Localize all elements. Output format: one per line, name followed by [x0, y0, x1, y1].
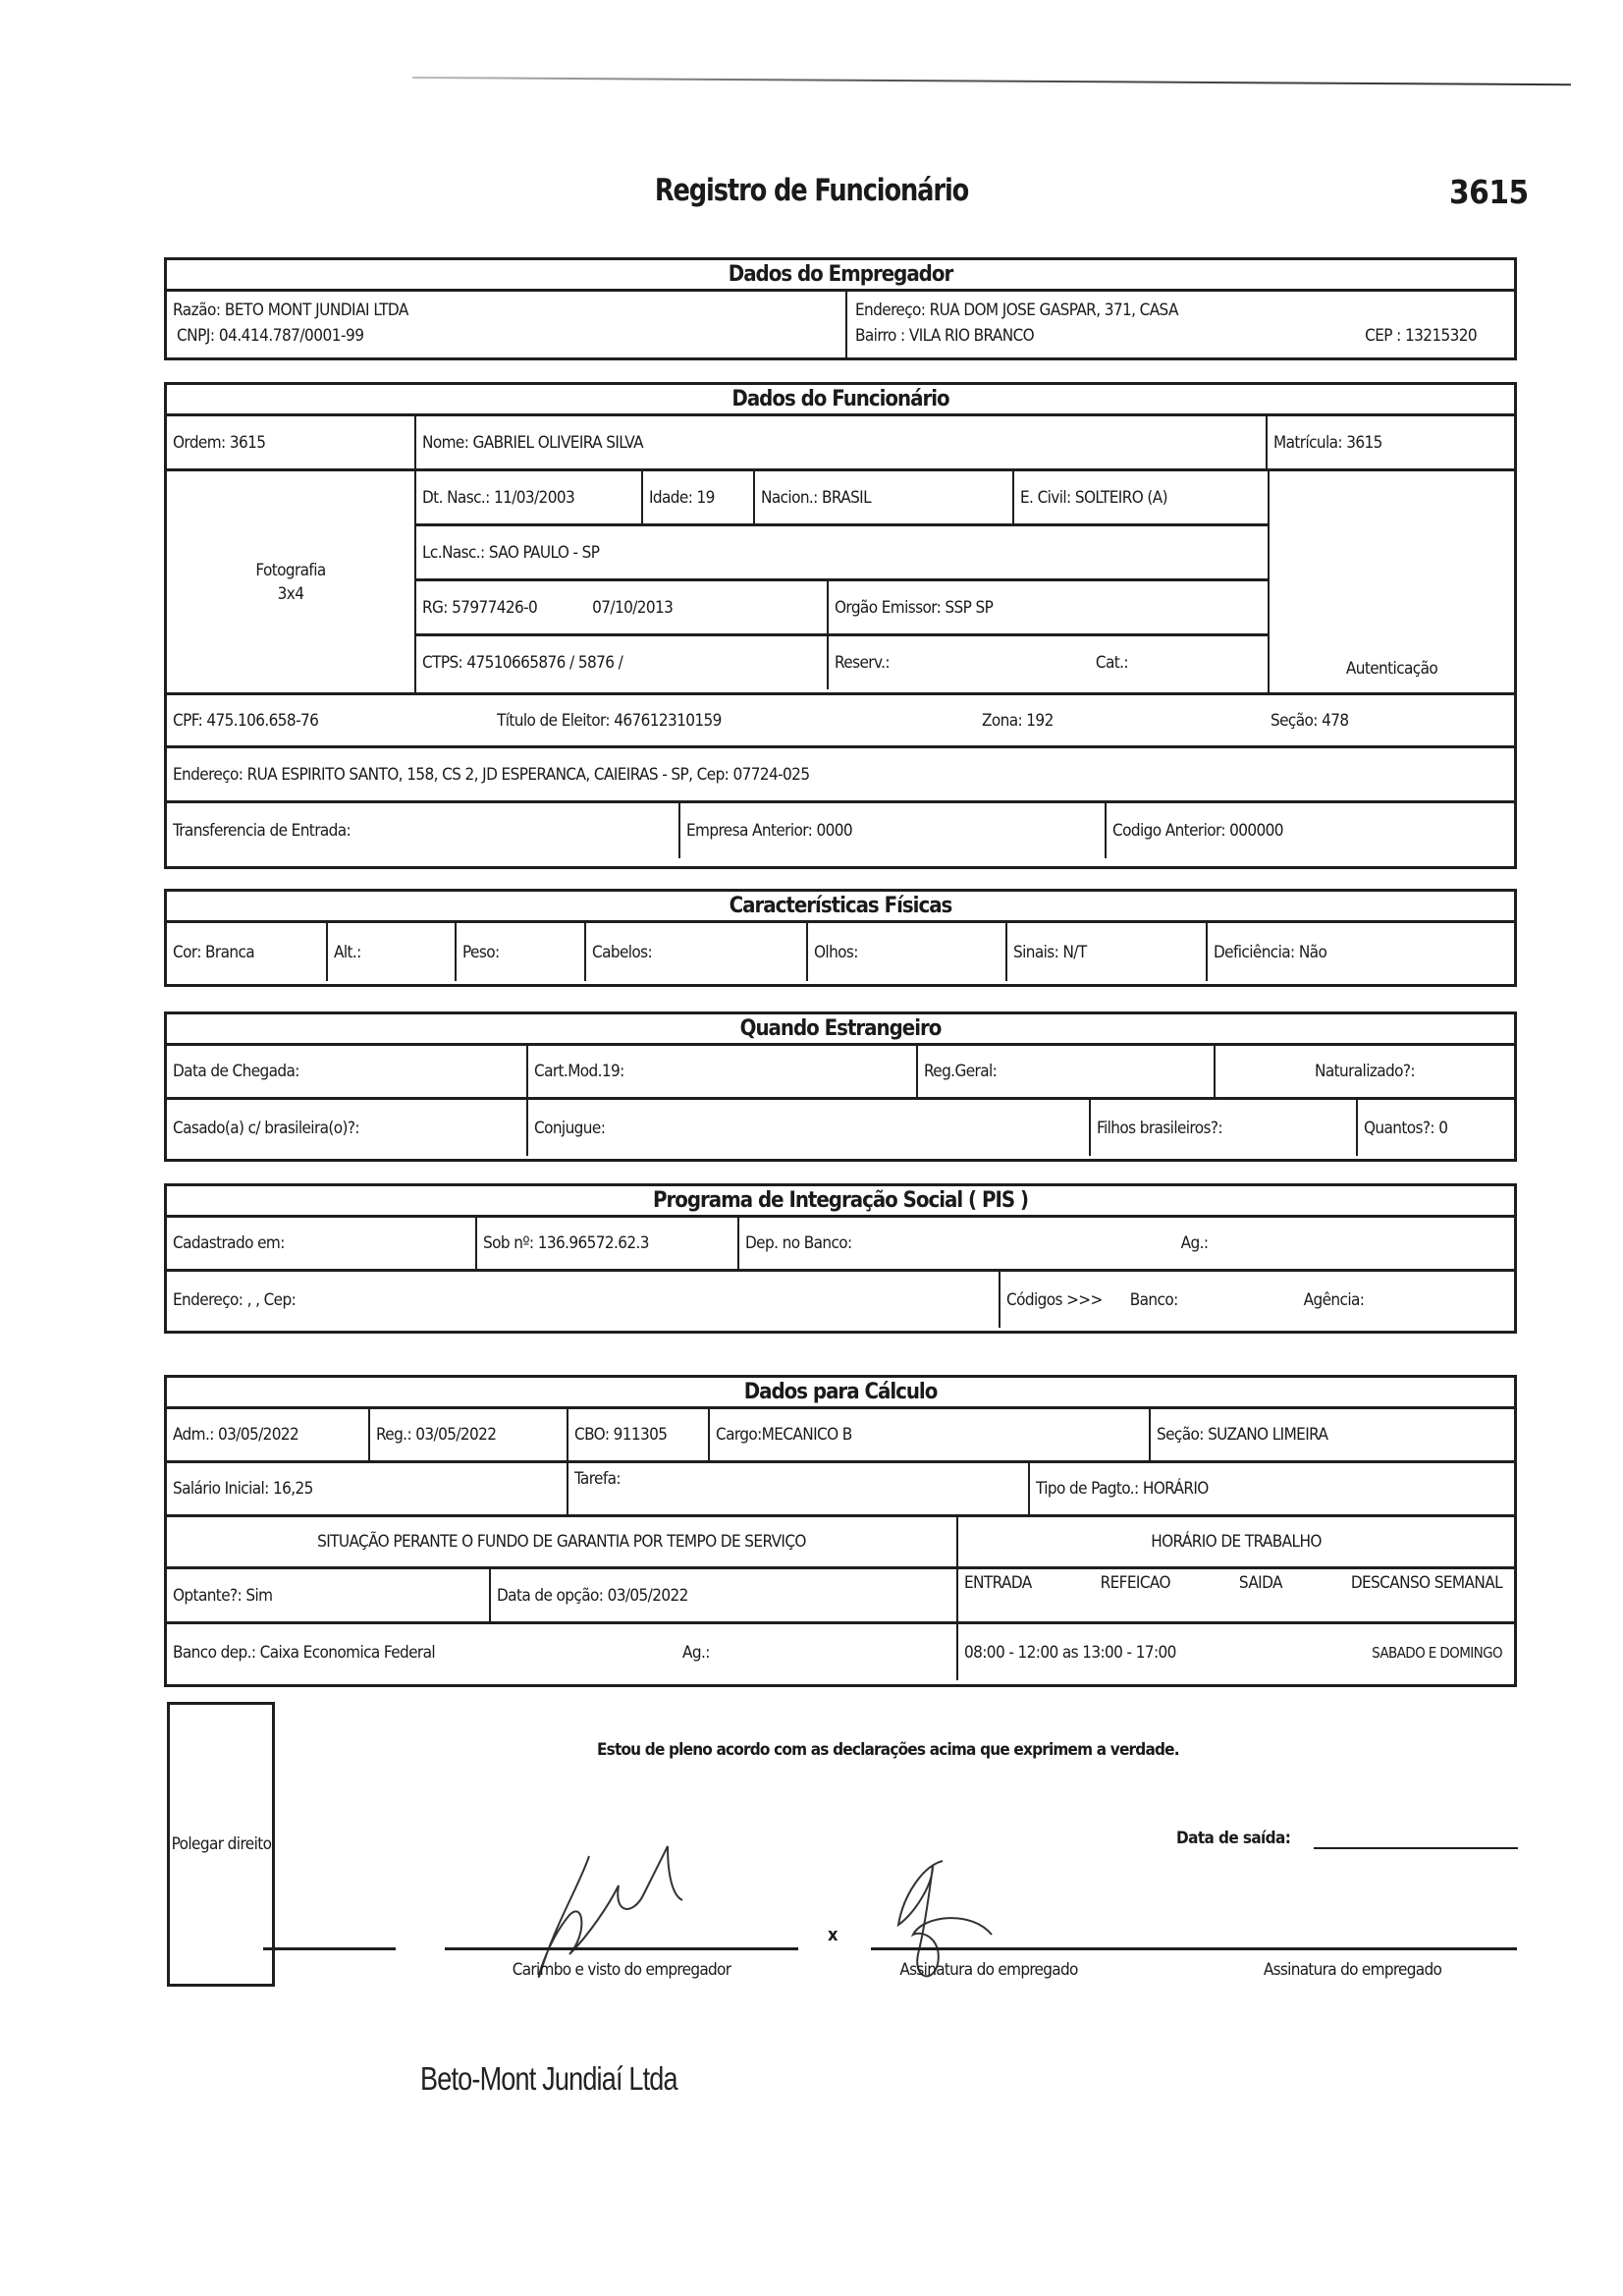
field-rg: RG: 57977426-0 [422, 597, 538, 618]
employer-cep: CEP : 13215320 [1365, 326, 1477, 346]
field-local-nascimento: Lc.Nasc.: SAO PAULO - SP [422, 542, 600, 563]
field-reg-geral: Reg.Geral: [918, 1046, 1216, 1097]
field-cabelos: Cabelos: [586, 923, 808, 981]
thumbprint-label: Polegar direito [171, 1834, 272, 1854]
field-casado: Casado(a) c/ brasileira(o)?: [167, 1100, 528, 1156]
header-descanso: DESCANSO SEMANAL [1350, 1573, 1502, 1593]
field-cart-mod: Cart.Mod.19: [528, 1046, 918, 1097]
field-cbo: CBO: 911305 [568, 1409, 710, 1460]
field-nacionalidade: Nacion.: BRASIL [755, 471, 1014, 523]
horario-headers [958, 1569, 1514, 1621]
fgts-title: SITUAÇÃO PERANTE O FUNDO DE GARANTIA POR TEMPO DE SERVIÇO [167, 1517, 958, 1566]
pis-section [164, 1183, 1517, 1334]
field-olhos: Olhos: [808, 923, 1007, 981]
employer-approval-line [445, 1947, 798, 1950]
field-dt-nasc: Dt. Nasc.: 11/03/2003 [416, 471, 643, 523]
field-data-opcao: Data de opção: 03/05/2022 [491, 1569, 958, 1621]
field-tarefa: Tarefa: [568, 1463, 1030, 1514]
field-conjugue: Conjugue: [528, 1100, 1091, 1156]
field-titulo-eleitor: Título de Eleitor: 467612310159 [497, 710, 722, 731]
declaration-text: Estou de pleno acordo com as declarações acima que exprimem a verdade. [597, 1740, 1179, 1760]
x-mark: x [828, 1925, 839, 1945]
field-orgao-emissor: Orgão Emissor: SSP SP [835, 597, 994, 618]
field-filhos: Filhos brasileiros?: [1091, 1100, 1358, 1156]
employee-signature-line-2 [1188, 1947, 1517, 1950]
field-descanso: SABADO E DOMINGO [1372, 1643, 1502, 1662]
record-number: 3615 [1449, 173, 1529, 211]
field-matricula: Matrícula: 3615 [1273, 432, 1382, 453]
field-empresa-anterior: Empresa Anterior: 0000 [680, 803, 1107, 858]
field-reserv: Reserv.: [835, 653, 890, 673]
field-tipo-pagto: Tipo de Pagto.: HORÁRIO [1036, 1479, 1209, 1499]
field-cpf: CPF: 475.106.658-76 [173, 710, 319, 731]
exit-date-line [1314, 1847, 1518, 1849]
page-title: Registro de Funcionário [654, 173, 969, 208]
exit-date-label: Data de saída: [1176, 1829, 1291, 1848]
field-codigo-anterior: Codigo Anterior: 000000 [1112, 821, 1283, 841]
field-nome: Nome: GABRIEL OLIVEIRA SILVA [416, 416, 1268, 468]
field-pis-agencia: Agência: [1303, 1289, 1365, 1310]
scan-artifact-line [412, 77, 1571, 85]
employer-razao: Razão: BETO MONT JUNDIAI LTDA [173, 301, 408, 320]
thumbprint-label-box [167, 1702, 276, 1987]
field-ctps: CTPS: 47510665876 / 5876 / [416, 636, 829, 689]
field-altura: Alt.: [328, 923, 457, 981]
field-codigos: Códigos >>> [1006, 1289, 1103, 1310]
field-cadastrado: Cadastrado em: [167, 1218, 477, 1269]
field-calc-ag: Ag.: [682, 1642, 710, 1663]
field-naturalizado: Naturalizado?: [1315, 1062, 1415, 1081]
employer-cnpj: CNPJ: 04.414.787/0001-99 [177, 326, 364, 346]
field-banco-dep: Banco dep.: Caixa Economica Federal [173, 1642, 436, 1663]
employer-section [164, 257, 1517, 360]
section-title-foreigner: Quando Estrangeiro [167, 1014, 1514, 1046]
field-pis-banco: Banco: [1129, 1289, 1178, 1310]
photo-size: 3x4 [277, 583, 304, 604]
header-refeicao: REFEICAO [1100, 1573, 1170, 1593]
field-secao: Seção: 478 [1271, 710, 1349, 731]
section-title-physical: Características Físicas [167, 892, 1514, 923]
field-horario-valores: 08:00 - 12:00 as 13:00 - 17:00 [964, 1642, 1176, 1663]
field-dep-banco: Dep. no Banco: [745, 1233, 852, 1253]
field-optante: Optante?: Sim [167, 1569, 491, 1621]
photo-placeholder [167, 471, 416, 692]
employee-section [164, 382, 1517, 869]
employer-endereco: Endereço: RUA DOM JOSE GASPAR, 371, CASA [855, 301, 1178, 320]
field-admissao: Adm.: 03/05/2022 [167, 1409, 370, 1460]
field-estado-civil: E. Civil: SOLTEIRO (A) [1020, 487, 1168, 508]
employer-signature-line [263, 1947, 396, 1950]
field-transferencia: Transferencia de Entrada: [167, 803, 680, 858]
field-secao-trabalho: Seção: SUZANO LIMEIRA [1157, 1425, 1328, 1445]
field-cor: Cor: Branca [167, 923, 328, 981]
employer-bairro: Bairro : VILA RIO BRANCO [855, 326, 1035, 346]
field-peso: Peso: [457, 923, 586, 981]
field-cat: Cat.: [1095, 653, 1128, 673]
field-pis-ag: Ag.: [1180, 1233, 1209, 1253]
section-title-pis: Programa de Integração Social ( PIS ) [167, 1186, 1514, 1218]
field-data-chegada: Data de Chegada: [167, 1046, 528, 1097]
section-title-employer: Dados do Empregador [167, 260, 1514, 292]
calculation-section [164, 1375, 1517, 1687]
header-entrada: ENTRADA [964, 1573, 1032, 1593]
field-deficiencia: Deficiência: Não [1214, 942, 1327, 962]
physical-section [164, 889, 1517, 987]
header-saida: SAIDA [1238, 1573, 1282, 1593]
field-registro: Reg.: 03/05/2022 [370, 1409, 568, 1460]
employee-signature-line [871, 1947, 1224, 1950]
field-ordem: Ordem: 3615 [167, 416, 416, 468]
footer-company: Beto-Mont Jundiaí Ltda [420, 2060, 677, 2097]
field-pis-endereco: Endereço: , , Cep: [167, 1272, 1001, 1328]
employee-signature-caption: Assinatura do empregado [899, 1960, 1078, 1980]
field-salario-inicial: Salário Inicial: 16,25 [167, 1463, 568, 1514]
field-sob-numero: Sob nº: 136.96572.62.3 [477, 1218, 739, 1269]
field-rg-data: 07/10/2013 [592, 597, 674, 618]
field-zona: Zona: 192 [982, 710, 1054, 731]
field-quantos: Quantos?: 0 [1364, 1118, 1448, 1138]
authentication-label: Autenticação [1345, 659, 1438, 679]
photo-label: Fotografia [255, 560, 326, 580]
field-sinais: Sinais: N/T [1007, 923, 1208, 981]
section-title-calculation: Dados para Cálculo [167, 1378, 1514, 1409]
section-title-employee: Dados do Funcionário [167, 385, 1514, 416]
employee-signature-caption-2: Assinatura do empregado [1263, 1960, 1442, 1980]
field-cargo: Cargo:MECANICO B [710, 1409, 1151, 1460]
authentication-box [1268, 471, 1514, 692]
stamp-caption: Carimbo e visto do empregador [512, 1960, 731, 1980]
field-idade: Idade: 19 [643, 471, 755, 523]
field-endereco-funcionario: Endereço: RUA ESPIRITO SANTO, 158, CS 2, JD ESPERANCA, CAIEIRAS - SP, Cep: 07724-025 [173, 764, 810, 785]
horario-title: HORÁRIO DE TRABALHO [1151, 1532, 1322, 1552]
foreigner-section [164, 1011, 1517, 1162]
